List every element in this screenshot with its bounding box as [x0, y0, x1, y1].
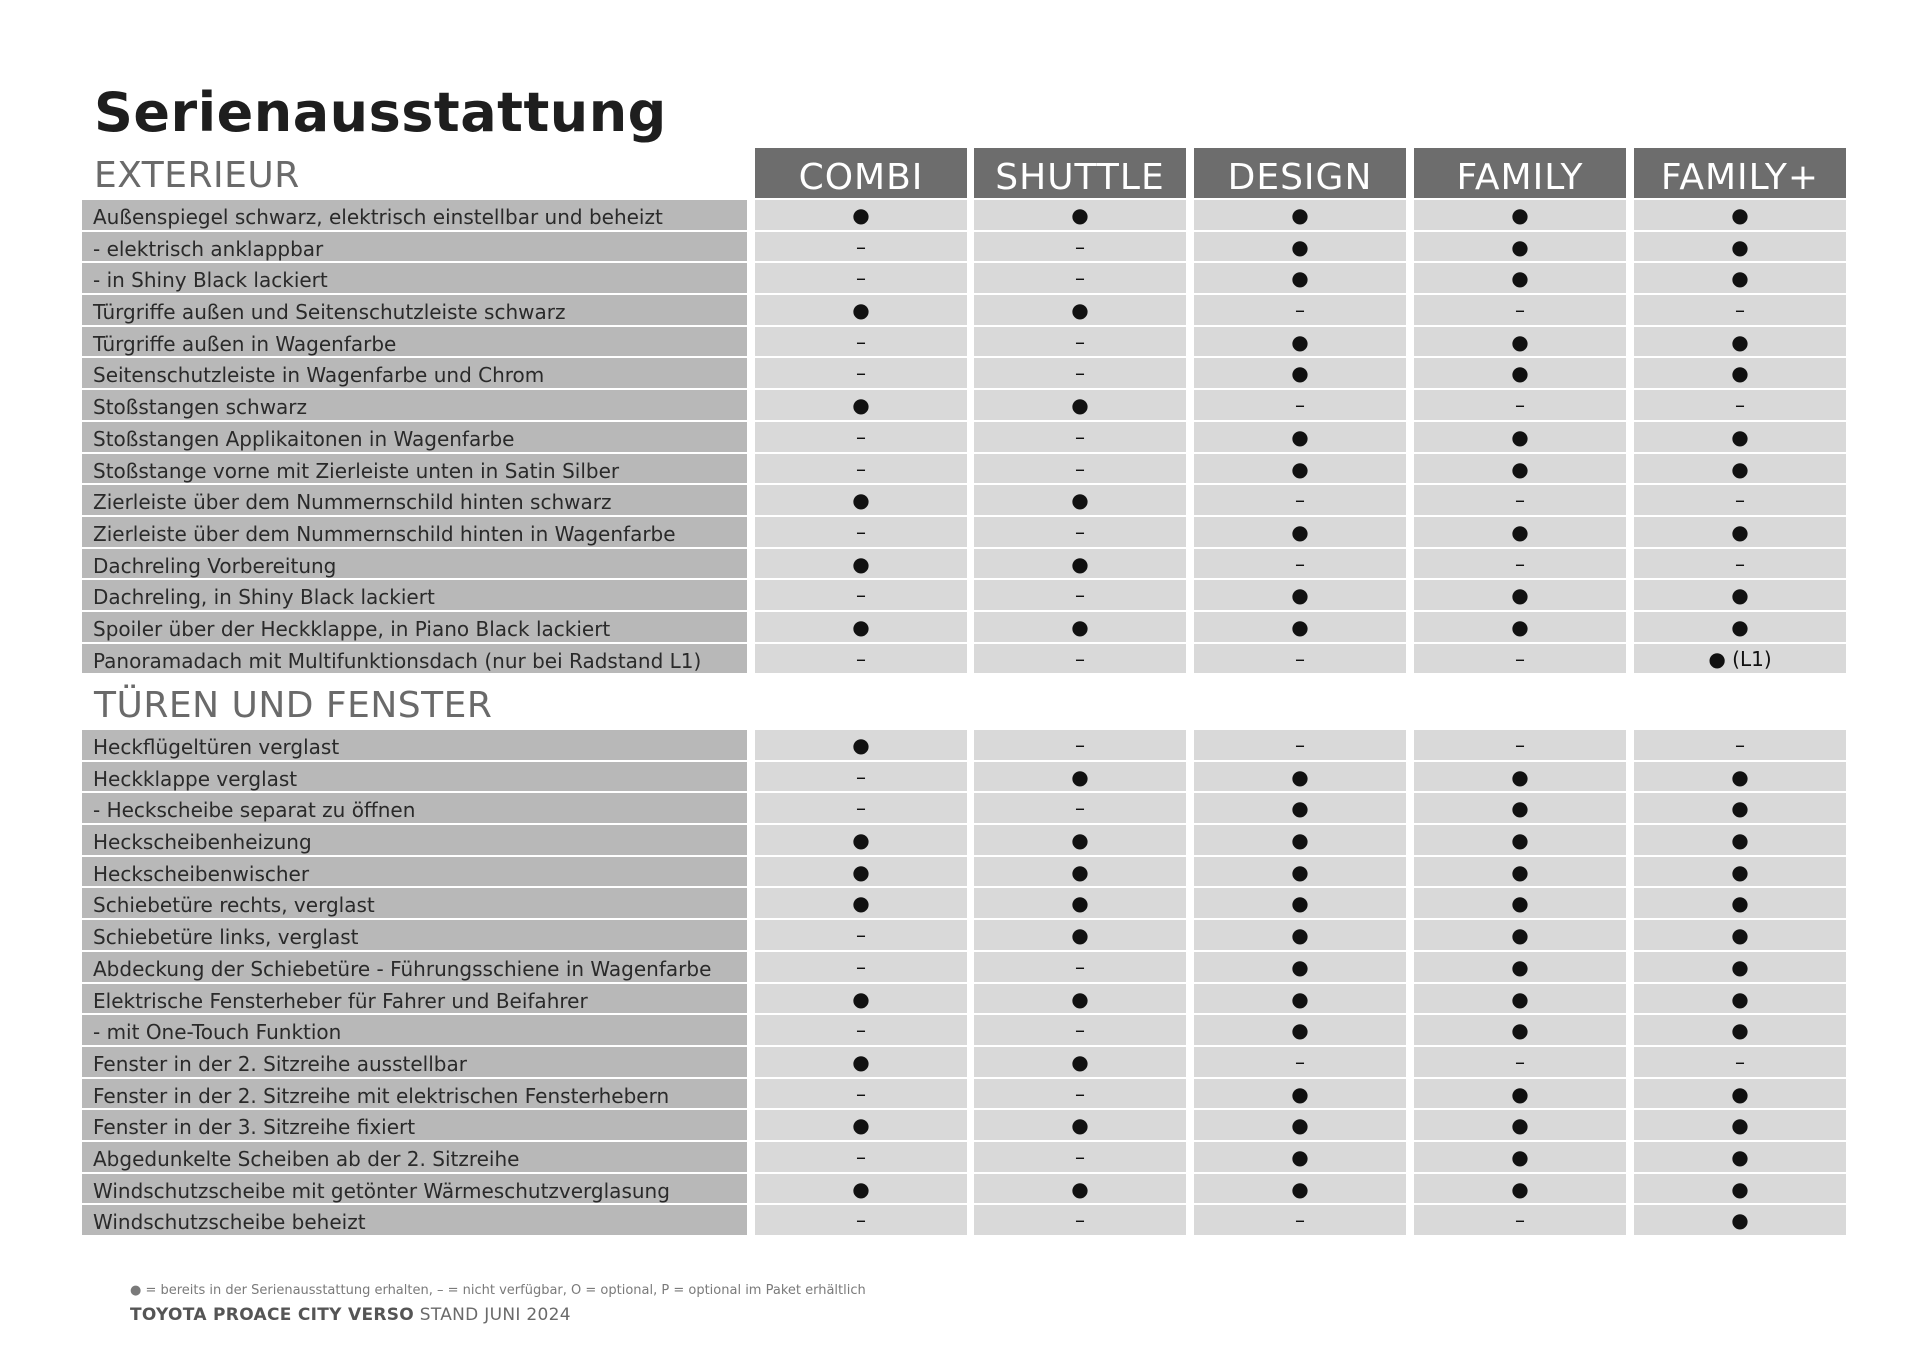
legend-note: ● = bereits in der Serienausstattung erhalten, – = nicht verfügbar, O = optional, P = optional im Paket erhältlich: [130, 1283, 866, 1298]
table-cell: ●: [1634, 232, 1846, 262]
row-label: Abgedunkelte Scheiben ab der 2. Sitzreihe: [82, 1142, 747, 1172]
table-cell: ●: [1194, 263, 1406, 293]
table-row: [82, 390, 1850, 420]
table-cell: ●: [755, 1110, 967, 1140]
table-cell: ●: [1414, 263, 1626, 293]
table-cell: –: [755, 762, 967, 792]
table-cell: ●: [1194, 612, 1406, 642]
table-cell: –: [755, 1205, 967, 1235]
table-cell: ●: [1194, 517, 1406, 547]
table-cell: ●: [974, 485, 1186, 515]
table-cell: –: [1634, 730, 1846, 760]
table-row: [82, 730, 1850, 760]
table-row: [82, 793, 1850, 823]
table-cell: –: [1414, 485, 1626, 515]
table-cell: ●: [1634, 612, 1846, 642]
table-cell: –: [974, 517, 1186, 547]
table-cell: –: [974, 1015, 1186, 1045]
table-cell: ●: [1634, 857, 1846, 887]
table-row: [82, 485, 1850, 515]
table-cell: ●: [1414, 200, 1626, 230]
table-cell: ●: [755, 295, 967, 325]
table-cell: ●: [1414, 920, 1626, 950]
table-cell: –: [1194, 485, 1406, 515]
row-label: Stoßstangen schwarz: [82, 390, 747, 420]
table-cell: ●: [974, 200, 1186, 230]
row-label: - Heckscheibe separat zu öffnen: [82, 793, 747, 823]
row-label: Stoßstangen Applikaitonen in Wagenfarbe: [82, 422, 747, 452]
table-cell: ●: [1194, 454, 1406, 484]
table-cell: ●: [1414, 1110, 1626, 1140]
table-cell: ●: [1194, 857, 1406, 887]
table-cell: ●: [1634, 263, 1846, 293]
row-label: Stoßstange vorne mit Zierleiste unten in Satin Silber: [82, 454, 747, 484]
table-cell: ●: [1414, 232, 1626, 262]
table-cell: ●: [755, 485, 967, 515]
row-label: Elektrische Fensterheber für Fahrer und Beifahrer: [82, 984, 747, 1014]
table-cell: ●: [1634, 1142, 1846, 1172]
table-cell: ●: [1414, 1174, 1626, 1204]
table-cell: ●: [974, 857, 1186, 887]
table-cell: ●: [1414, 888, 1626, 918]
table-row: [82, 857, 1850, 887]
table-row: [82, 517, 1850, 547]
table-cell: –: [974, 952, 1186, 982]
table-cell: ●: [974, 612, 1186, 642]
table-row: [82, 1110, 1850, 1140]
row-label: Windschutzscheibe beheizt: [82, 1205, 747, 1235]
table-row: [82, 1205, 1850, 1235]
table-cell: ●: [1634, 454, 1846, 484]
table-rows: [82, 730, 1850, 1235]
section-title: EXTERIEUR: [94, 155, 300, 196]
table-cell: ●: [755, 730, 967, 760]
table-cell: ●: [1634, 984, 1846, 1014]
row-label: Heckklappe verglast: [82, 762, 747, 792]
table-cell: ●: [1414, 358, 1626, 388]
row-label: - mit One-Touch Funktion: [82, 1015, 747, 1045]
row-label: Dachreling, in Shiny Black lackiert: [82, 580, 747, 610]
table-row: [82, 422, 1850, 452]
table-row: [82, 263, 1850, 293]
table-cell: ●: [1634, 1205, 1846, 1235]
section-header: [82, 678, 1850, 728]
table-cell: ●: [1414, 422, 1626, 452]
table-cell: ●: [1634, 952, 1846, 982]
row-label: Zierleiste über dem Nummernschild hinten in Wagenfarbe: [82, 517, 747, 547]
table-cell: ●: [1194, 1174, 1406, 1204]
table-cell: ●: [1634, 1015, 1846, 1045]
table-row: [82, 825, 1850, 855]
table-cell: ●: [1414, 517, 1626, 547]
table-cell: –: [974, 232, 1186, 262]
row-label: - in Shiny Black lackiert: [82, 263, 747, 293]
table-cell: –: [1414, 295, 1626, 325]
table-cell: ●: [1634, 920, 1846, 950]
row-label: Fenster in der 3. Sitzreihe fixiert: [82, 1110, 747, 1140]
table-cell: –: [974, 327, 1186, 357]
section-title: TÜREN UND FENSTER: [94, 685, 493, 726]
table-cell: –: [1194, 549, 1406, 579]
table-row: [82, 549, 1850, 579]
page-title: Serienausstattung: [94, 81, 667, 144]
table-cell: –: [1194, 1205, 1406, 1235]
table-row: [82, 232, 1850, 262]
row-label: Fenster in der 2. Sitzreihe mit elektrischen Fensterhebern: [82, 1079, 747, 1109]
table-cell: ●: [974, 825, 1186, 855]
table-cell: –: [1634, 549, 1846, 579]
table-cell: –: [755, 358, 967, 388]
table-cell: –: [755, 232, 967, 262]
table-cell: –: [1414, 1205, 1626, 1235]
table-cell: –: [974, 1205, 1186, 1235]
table-row: [82, 612, 1850, 642]
column-headers: [755, 148, 1850, 198]
table-cell: –: [1414, 644, 1626, 674]
table-cell: ●: [1414, 825, 1626, 855]
footer-brand: TOYOTA PROACE CITY VERSO: [130, 1305, 415, 1325]
table-cell: ●: [974, 762, 1186, 792]
table-cell: –: [974, 730, 1186, 760]
table-cell: ●: [1194, 200, 1406, 230]
table-cell: –: [1194, 390, 1406, 420]
table-cell: ●: [1194, 1142, 1406, 1172]
footer-status: STAND JUNI 2024: [419, 1305, 571, 1325]
table-cell: –: [1634, 295, 1846, 325]
table-row: [82, 984, 1850, 1014]
table-row: [82, 1015, 1850, 1045]
row-label: Abdeckung der Schiebetüre - Führungsschiene in Wagenfarbe: [82, 952, 747, 982]
table-row: [82, 762, 1850, 792]
table-cell: ●: [1194, 952, 1406, 982]
row-label: Seitenschutzleiste in Wagenfarbe und Chrom: [82, 358, 747, 388]
table-row: [82, 644, 1850, 674]
table-cell: ●: [1634, 1110, 1846, 1140]
table-cell: ●: [1414, 984, 1626, 1014]
table-cell: ●: [1194, 888, 1406, 918]
column-header: FAMILY: [1414, 148, 1626, 198]
table-cell: –: [755, 517, 967, 547]
table-cell: ●: [974, 888, 1186, 918]
table-cell: ●: [1194, 920, 1406, 950]
table-cell: –: [755, 952, 967, 982]
row-label: Schiebetüre rechts, verglast: [82, 888, 747, 918]
table-cell: ●: [755, 1047, 967, 1077]
table-cell: ●: [1414, 952, 1626, 982]
table-cell: ●: [1414, 1079, 1626, 1109]
table-row: [82, 920, 1850, 950]
table-cell: –: [1634, 485, 1846, 515]
table-cell: –: [755, 793, 967, 823]
table-cell: –: [755, 1015, 967, 1045]
table-rows: [82, 200, 1850, 673]
row-label: Dachreling Vorbereitung: [82, 549, 747, 579]
table-cell: –: [1634, 1047, 1846, 1077]
table-cell: ●: [755, 612, 967, 642]
table-cell: ●: [1194, 327, 1406, 357]
table-cell: ●: [1414, 1142, 1626, 1172]
table-row: [82, 200, 1850, 230]
table-cell: ● (L1): [1634, 644, 1846, 674]
table-cell: ●: [1634, 762, 1846, 792]
row-label: Türgriffe außen in Wagenfarbe: [82, 327, 747, 357]
table-cell: ●: [974, 920, 1186, 950]
table-row: [82, 888, 1850, 918]
table-cell: –: [1414, 549, 1626, 579]
table-cell: ●: [1634, 517, 1846, 547]
table-cell: ●: [755, 825, 967, 855]
row-label: Schiebetüre links, verglast: [82, 920, 747, 950]
table-cell: –: [755, 454, 967, 484]
table-cell: –: [1194, 1047, 1406, 1077]
row-label: Fenster in der 2. Sitzreihe ausstellbar: [82, 1047, 747, 1077]
section-exterieur: [82, 148, 1850, 675]
table-cell: ●: [1194, 358, 1406, 388]
table-cell: ●: [974, 1110, 1186, 1140]
table-cell: ●: [1414, 762, 1626, 792]
table-row: [82, 358, 1850, 388]
table-cell: ●: [1414, 327, 1626, 357]
table-row: [82, 454, 1850, 484]
table-cell: ●: [1634, 1174, 1846, 1204]
table-cell: ●: [755, 857, 967, 887]
table-cell: ●: [1414, 580, 1626, 610]
table-cell: ●: [1634, 825, 1846, 855]
row-label: Spoiler über der Heckklappe, in Piano Black lackiert: [82, 612, 747, 642]
table-cell: ●: [755, 888, 967, 918]
table-cell: ●: [1194, 580, 1406, 610]
table-cell: ●: [1634, 888, 1846, 918]
row-label: Heckscheibenheizung: [82, 825, 747, 855]
row-label: Heckflügeltüren verglast: [82, 730, 747, 760]
table-row: [82, 1142, 1850, 1172]
table-row: [82, 580, 1850, 610]
table-cell: –: [1194, 295, 1406, 325]
table-cell: ●: [1194, 1015, 1406, 1045]
table-cell: ●: [1414, 857, 1626, 887]
table-row: [82, 952, 1850, 982]
table-cell: ●: [1634, 358, 1846, 388]
table-cell: ●: [1634, 580, 1846, 610]
section-header: [82, 148, 1850, 198]
table-cell: ●: [1194, 984, 1406, 1014]
table-cell: –: [974, 422, 1186, 452]
table-row: [82, 295, 1850, 325]
column-header: DESIGN: [1194, 148, 1406, 198]
row-label: - elektrisch anklappbar: [82, 232, 747, 262]
table-cell: ●: [755, 549, 967, 579]
table-cell: –: [755, 1142, 967, 1172]
column-header: FAMILY+: [1634, 148, 1846, 198]
row-label: Windschutzscheibe mit getönter Wärmeschutzverglasung: [82, 1174, 747, 1204]
table-cell: –: [755, 644, 967, 674]
table-cell: ●: [1634, 793, 1846, 823]
table-cell: ●: [1194, 422, 1406, 452]
table-cell: ●: [755, 200, 967, 230]
table-cell: ●: [974, 1047, 1186, 1077]
table-cell: –: [974, 644, 1186, 674]
table-cell: ●: [1414, 793, 1626, 823]
table-cell: –: [755, 263, 967, 293]
table-cell: –: [1194, 730, 1406, 760]
table-row: [82, 327, 1850, 357]
table-cell: ●: [1194, 825, 1406, 855]
table-cell: –: [1414, 1047, 1626, 1077]
table-cell: ●: [1634, 422, 1846, 452]
table-cell: ●: [1194, 1110, 1406, 1140]
table-cell: –: [1194, 644, 1406, 674]
table-cell: ●: [1194, 1079, 1406, 1109]
table-cell: ●: [974, 1174, 1186, 1204]
table-cell: ●: [974, 549, 1186, 579]
table-cell: –: [974, 1142, 1186, 1172]
table-cell: ●: [1634, 327, 1846, 357]
column-header: SHUTTLE: [974, 148, 1186, 198]
table-cell: ●: [1194, 232, 1406, 262]
section-tueren-und-fenster: [82, 678, 1850, 1237]
table-cell: ●: [1194, 762, 1406, 792]
table-cell: –: [755, 1079, 967, 1109]
table-cell: –: [1634, 390, 1846, 420]
table-row: [82, 1079, 1850, 1109]
table-cell: –: [974, 793, 1186, 823]
table-cell: ●: [1634, 200, 1846, 230]
table-cell: ●: [1414, 454, 1626, 484]
table-cell: ●: [1634, 1079, 1846, 1109]
row-label: Türgriffe außen und Seitenschutzleiste schwarz: [82, 295, 747, 325]
row-label: Heckscheibenwischer: [82, 857, 747, 887]
table-cell: ●: [1414, 1015, 1626, 1045]
row-label: Außenspiegel schwarz, elektrisch einstellbar und beheizt: [82, 200, 747, 230]
table-cell: ●: [1414, 612, 1626, 642]
table-cell: ●: [755, 390, 967, 420]
table-cell: ●: [755, 984, 967, 1014]
row-label: Panoramadach mit Multifunktionsdach (nur bei Radstand L1): [82, 644, 747, 674]
column-header: COMBI: [755, 148, 967, 198]
table-cell: –: [1414, 390, 1626, 420]
table-cell: –: [755, 422, 967, 452]
row-label: Zierleiste über dem Nummernschild hinten schwarz: [82, 485, 747, 515]
footer: [130, 1305, 571, 1325]
table-cell: ●: [755, 1174, 967, 1204]
table-cell: –: [974, 358, 1186, 388]
table-cell: –: [1414, 730, 1626, 760]
table-cell: –: [755, 580, 967, 610]
table-cell: –: [755, 920, 967, 950]
table-cell: –: [974, 1079, 1186, 1109]
table-cell: –: [974, 263, 1186, 293]
table-cell: –: [755, 327, 967, 357]
table-row: [82, 1047, 1850, 1077]
table-cell: ●: [974, 390, 1186, 420]
table-cell: –: [974, 580, 1186, 610]
table-cell: ●: [1194, 793, 1406, 823]
table-cell: –: [974, 454, 1186, 484]
table-cell: ●: [974, 295, 1186, 325]
table-row: [82, 1174, 1850, 1204]
table-cell: ●: [974, 984, 1186, 1014]
